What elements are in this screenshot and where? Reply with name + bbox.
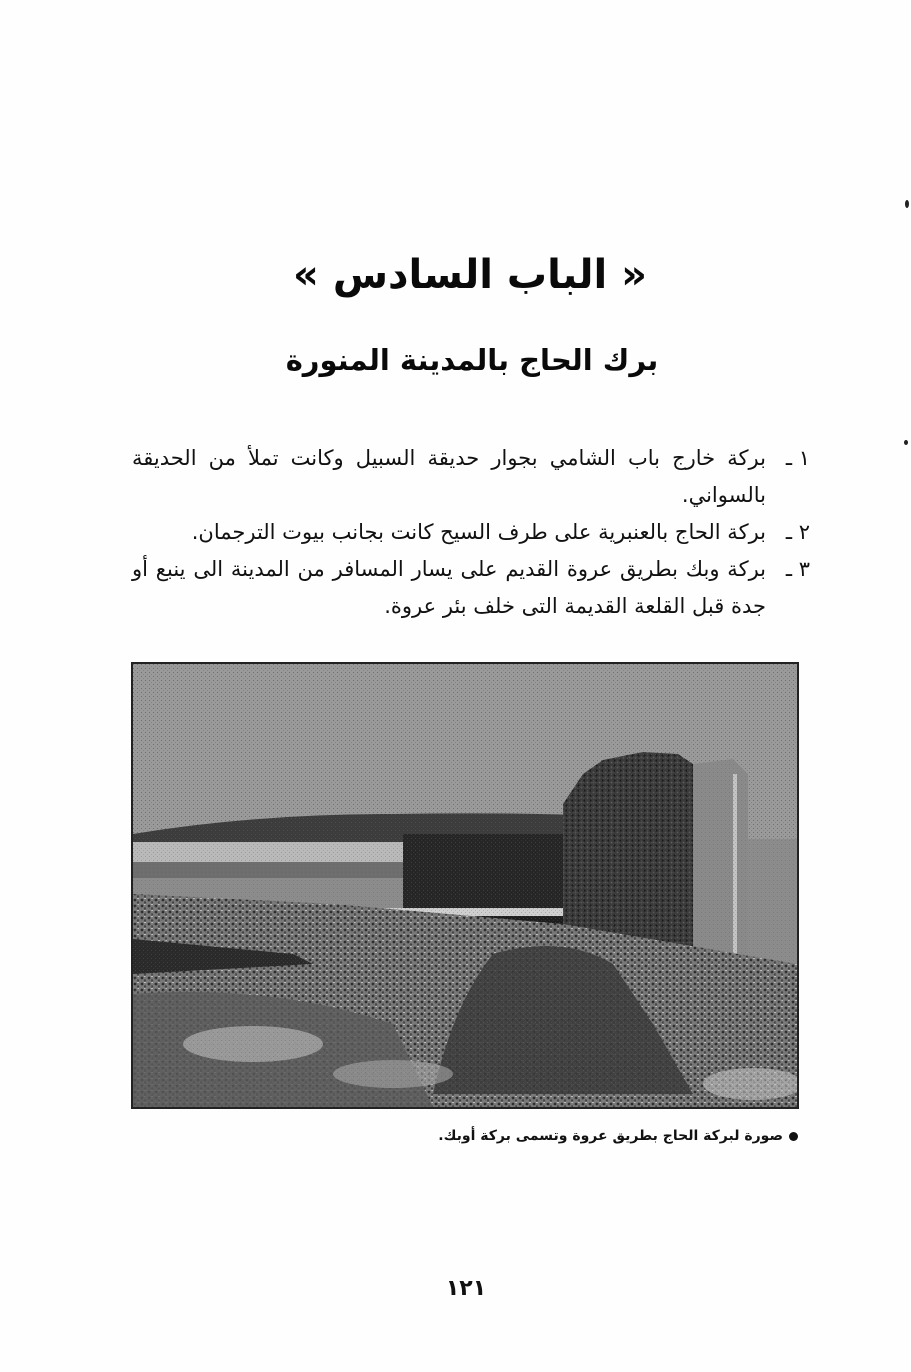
list-item-text: بركة خارج باب الشامي بجوار حديقة السبيل وكانت تملأ من الحديقة بالسواني.: [132, 446, 766, 507]
section-title: برك الحاج بالمدينة المنورة: [285, 343, 659, 377]
list-item-number: ٣ ـ: [785, 557, 810, 581]
photo-caption-text: صورة لبركة الحاج بطريق عروة وتسمى بركة أوبك.: [438, 1128, 783, 1144]
page-number: ١٢١: [445, 1276, 487, 1301]
bullet-icon: [789, 1132, 798, 1141]
list-item-number: ١ ـ: [785, 446, 810, 470]
list-item: [132, 551, 810, 625]
scan-speck: [904, 440, 908, 445]
list-item-number: ٢ ـ: [785, 520, 810, 544]
scan-speck: [905, 200, 909, 208]
photo-caption: [300, 1128, 798, 1144]
pools-list: [132, 440, 810, 625]
pool-photo-image: [133, 664, 797, 1107]
chapter-title: « الباب السادس »: [293, 252, 647, 298]
list-item-text: بركة الحاج بالعنبرية على طرف السيح كانت بجانب بيوت الترجمان.: [191, 520, 766, 544]
list-item-text: بركة وبك بطريق عروة القديم على يسار المسافر من المدينة الى ينبع أو جدة قبل القلعة القديمة التى خلف بئر عروة.: [132, 557, 766, 618]
list-item: [132, 514, 810, 551]
pool-photo: [131, 662, 799, 1109]
list-item: [132, 440, 810, 514]
